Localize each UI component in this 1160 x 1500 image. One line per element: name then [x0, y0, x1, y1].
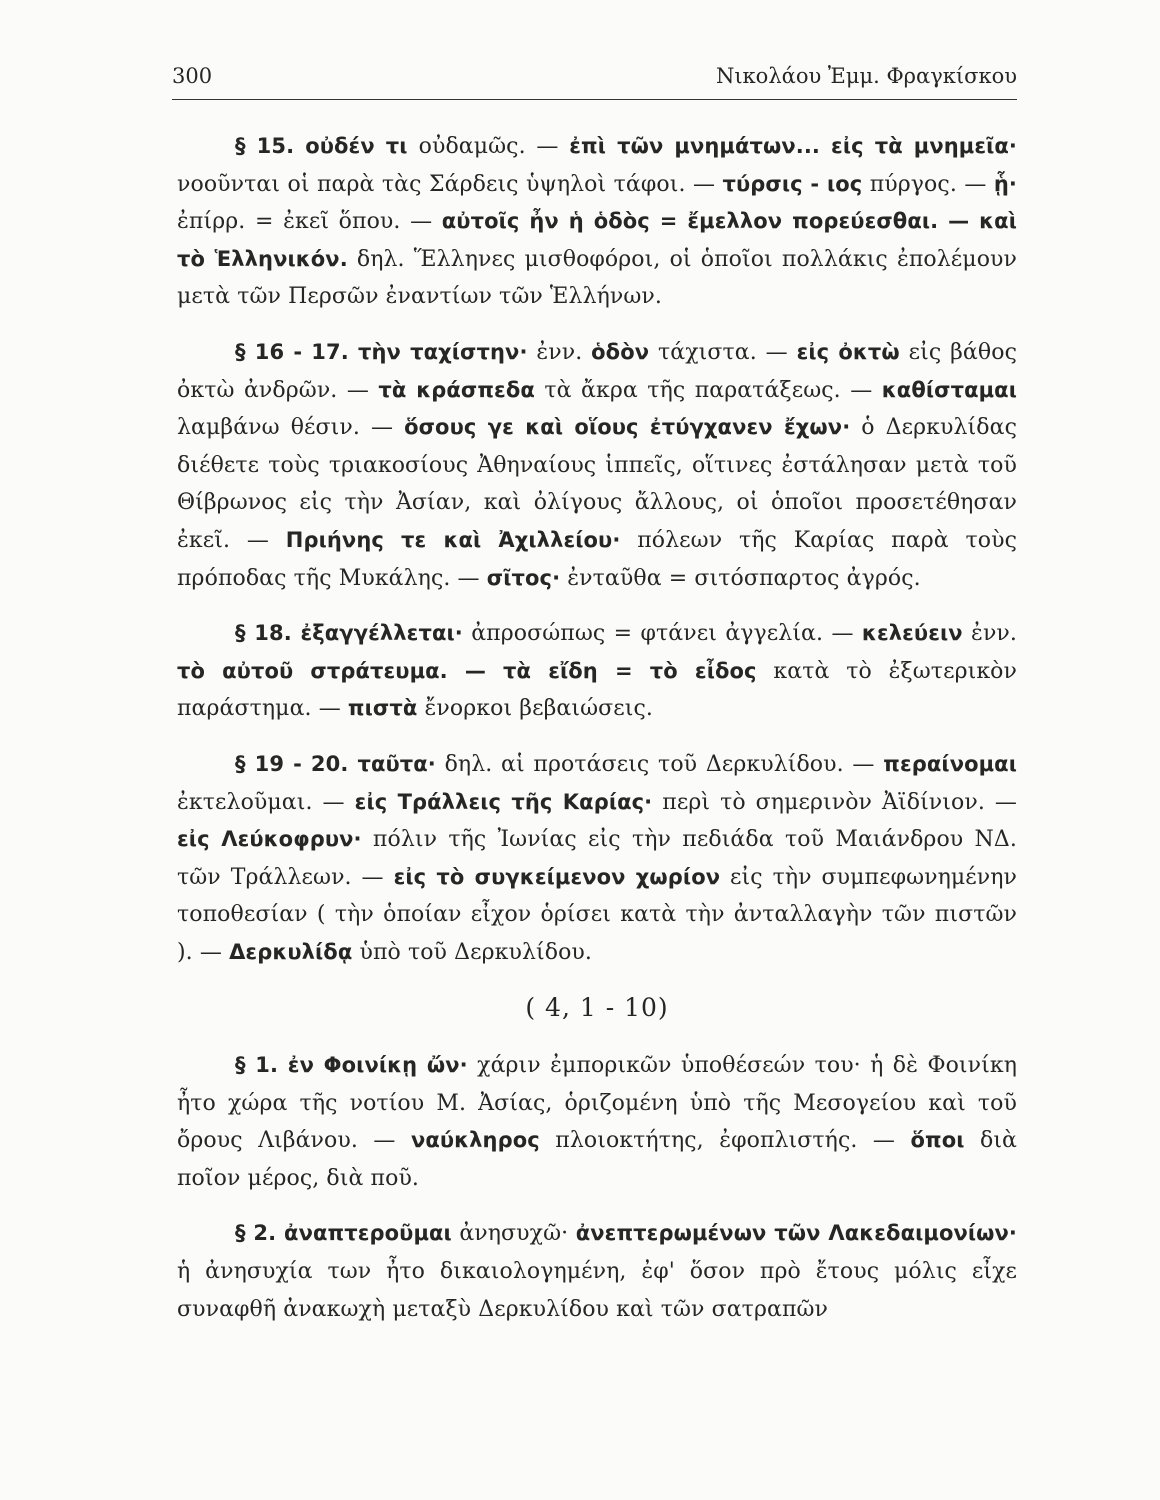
lemma-text: εἰς ὀκτὼ	[796, 339, 900, 364]
lemma-text: § 15. οὐδέν τι	[235, 134, 419, 158]
gloss-text: ἀπροσώπως = φτάνει ἀγγελία. —	[462, 621, 862, 647]
gloss-text: κατὰ τὸ ἐξωτερικὸν παράστημα. —	[177, 658, 1017, 722]
lemma-text: κελεύειν	[861, 621, 963, 646]
commentary-block-1	[177, 128, 1017, 971]
lemma-text: ὁδὸν	[591, 339, 650, 364]
gloss-text: ἀνησυχῶ·	[451, 1221, 576, 1247]
section-heading: ( 4, 1 - 10)	[525, 993, 669, 1023]
lemma-text: εἰς Τράλλεις τῆς Καρίας·	[354, 789, 653, 814]
gloss-text: ἐνταῦθα = σιτόσπαρτος ἀγρός.	[560, 565, 921, 591]
lemma-text: § 1. ἐν Φοινίκῃ ὤν·	[235, 1053, 468, 1078]
gloss-text: ἐνν.	[962, 621, 1017, 647]
gloss-text: δηλ. αἱ προτάσεις τοῦ Δερκυλίδου. —	[435, 751, 884, 777]
commentary-block-2	[177, 1047, 1017, 1328]
gloss-text: πόλιν τῆς Ἰωνίας εἰς τὴν πεδιάδα τοῦ Μαιάνδρου ΝΔ. τῶν Τράλλεων. —	[177, 827, 1017, 890]
gloss-text: ἐπίρρ. = ἐκεῖ ὅπου. —	[177, 209, 442, 235]
gloss-text: εἰς τὴν συμπεφωνημένην τοποθεσίαν ( τὴν ὁποίαν εἶχον ὁρίσει κατὰ τὴν ἀνταλλαγὴν τῶν πιστῶν ). —	[177, 864, 1017, 965]
lemma-text: εἰς τὸ συγκείμενον χωρίον	[393, 864, 721, 889]
gloss-text: ὁ Δερκυλίδας διέθετε τοὺς τριακοσίους Ἀθηναίους ἱππεῖς, οἵτινες ἐστάλησαν μετὰ τοῦ Θίβρωνος εἰς τὴν Ἀσίαν, καὶ ὀλίγους ἄλλους, οἱ ὁποῖοι προσετέθησαν ἐκεῖ. —	[177, 415, 1017, 553]
gloss-text: περὶ τὸ σημερινὸν Ἀϊδίνιον. —	[652, 789, 1017, 815]
lemma-text: § 19 - 20. ταῦτα·	[235, 751, 436, 776]
lemma-text: αὐτοῖς ἦν ἡ ὁδὸς = ἔμελλον πορεύεσθαι. — καὶ τὸ Ἑλληνικόν.	[177, 209, 1017, 271]
page-number: 300	[172, 64, 213, 88]
paragraph	[177, 128, 1017, 316]
gloss-text: δηλ. Ἕλληνες μισθοφόροι, οἱ ὁποῖοι πολλάκις ἐπολέμουν μετὰ τῶν Περσῶν ἐναντίων τῶν Ἑλλήνων.	[177, 246, 1017, 310]
paragraph	[177, 334, 1017, 597]
gloss-text: πόλεων τῆς Καρίας παρὰ τοὺς πρόποδας τῆς Μυκάλης. —	[177, 527, 1018, 591]
gloss-text: ἔνορκοι βεβαιώσεις.	[417, 696, 653, 722]
gloss-text: οὐδαμῶς. —	[418, 134, 570, 159]
lemma-text: περαίνομαι	[883, 751, 1017, 776]
lemma-text: ᾗ·	[993, 171, 1017, 196]
gloss-text: πλοιοκτήτης, ἐφοπλιστής. —	[539, 1128, 911, 1154]
lemma-text: § 18. ἐξαγγέλλεται·	[235, 621, 463, 646]
paragraph	[177, 746, 1017, 972]
lemma-text: ὅποι	[910, 1128, 965, 1153]
lemma-text: § 2. ἀναπτεροῦμαι	[235, 1221, 452, 1246]
gloss-text: χάριν ἐμπορικῶν ὑποθέσεών του· ἡ δὲ Φοινίκη ἦτο χώρα τῆς νοτίου Μ. Ἀσίας, ὁριζομένη ὑπὸ τῆς Μεσογείου καὶ τοῦ ὄρους Λιβάνου. —	[177, 1053, 1017, 1154]
gloss-text: ὑπὸ τοῦ Δερκυλίδου.	[352, 939, 592, 965]
running-title: Νικολάου Ἐμμ. Φραγκίσκου	[715, 64, 1017, 88]
lemma-text: τὸ αὐτοῦ στράτευμα. — τὰ εἴδη = τὸ εἶδος	[177, 658, 757, 683]
lemma-text: ὅσους γε καὶ οἵους ἐτύγχανεν ἔχων·	[404, 415, 851, 440]
gloss-text: ἐνν.	[527, 339, 592, 365]
page-body	[177, 128, 1017, 1346]
paragraph	[177, 1215, 1017, 1328]
lemma-text: ἀνεπτερωμένων τῶν Λακεδαιμονίων·	[575, 1221, 1017, 1246]
paragraph	[177, 1047, 1017, 1197]
lemma-text: Δερκυλίδᾳ	[229, 939, 353, 964]
gloss-text: τὰ ἄκρα τῆς παρατάξεως. —	[534, 377, 882, 403]
lemma-text: τὰ κράσπεδα	[378, 377, 535, 402]
lemma-text: σῖτος·	[486, 565, 561, 590]
gloss-text: τάχιστα. —	[649, 339, 797, 365]
gloss-text: πύργος. —	[862, 171, 994, 197]
lemma-text: Πριήνης τε καὶ Ἀχιλλείου·	[285, 527, 621, 552]
running-header	[172, 64, 1017, 88]
paragraph	[177, 615, 1017, 728]
gloss-text: ἡ ἀνησυχία των ἦτο δικαιολογημένη, ἐφ' ὅσον πρὸ ἔτους μόλις εἶχε συναφθῆ ἀνακωχὴ μεταξὺ Δερκυλίδου καὶ τῶν σατραπῶν	[177, 1259, 1017, 1322]
lemma-text: καθίσταμαι	[881, 377, 1017, 402]
lemma-text: ναύκληρος	[410, 1128, 540, 1153]
gloss-text: νοοῦνται οἱ παρὰ τὰς Σάρδεις ὑψηλοὶ τάφοι. —	[177, 171, 723, 197]
lemma-text: πιστὰ	[347, 696, 418, 721]
lemma-text: εἰς Λεύκοφρυν·	[177, 827, 362, 852]
gloss-text: διὰ ποῖον μέρος, διὰ ποῦ.	[177, 1128, 1018, 1191]
gloss-text: λαμβάνω θέσιν. —	[177, 415, 405, 441]
gloss-text: εἰς βάθος ὀκτὼ ἀνδρῶν. —	[177, 339, 1017, 403]
lemma-text: § 16 - 17. τὴν ταχίστην·	[235, 339, 528, 364]
lemma-text: τύρσις - ιος	[722, 171, 863, 196]
lemma-text: ἐπὶ τῶν μνημάτων... εἰς τὰ μνημεῖα·	[569, 134, 1018, 158]
header-rule	[172, 99, 1017, 100]
gloss-text: ἐκτελοῦμαι. —	[177, 789, 355, 815]
